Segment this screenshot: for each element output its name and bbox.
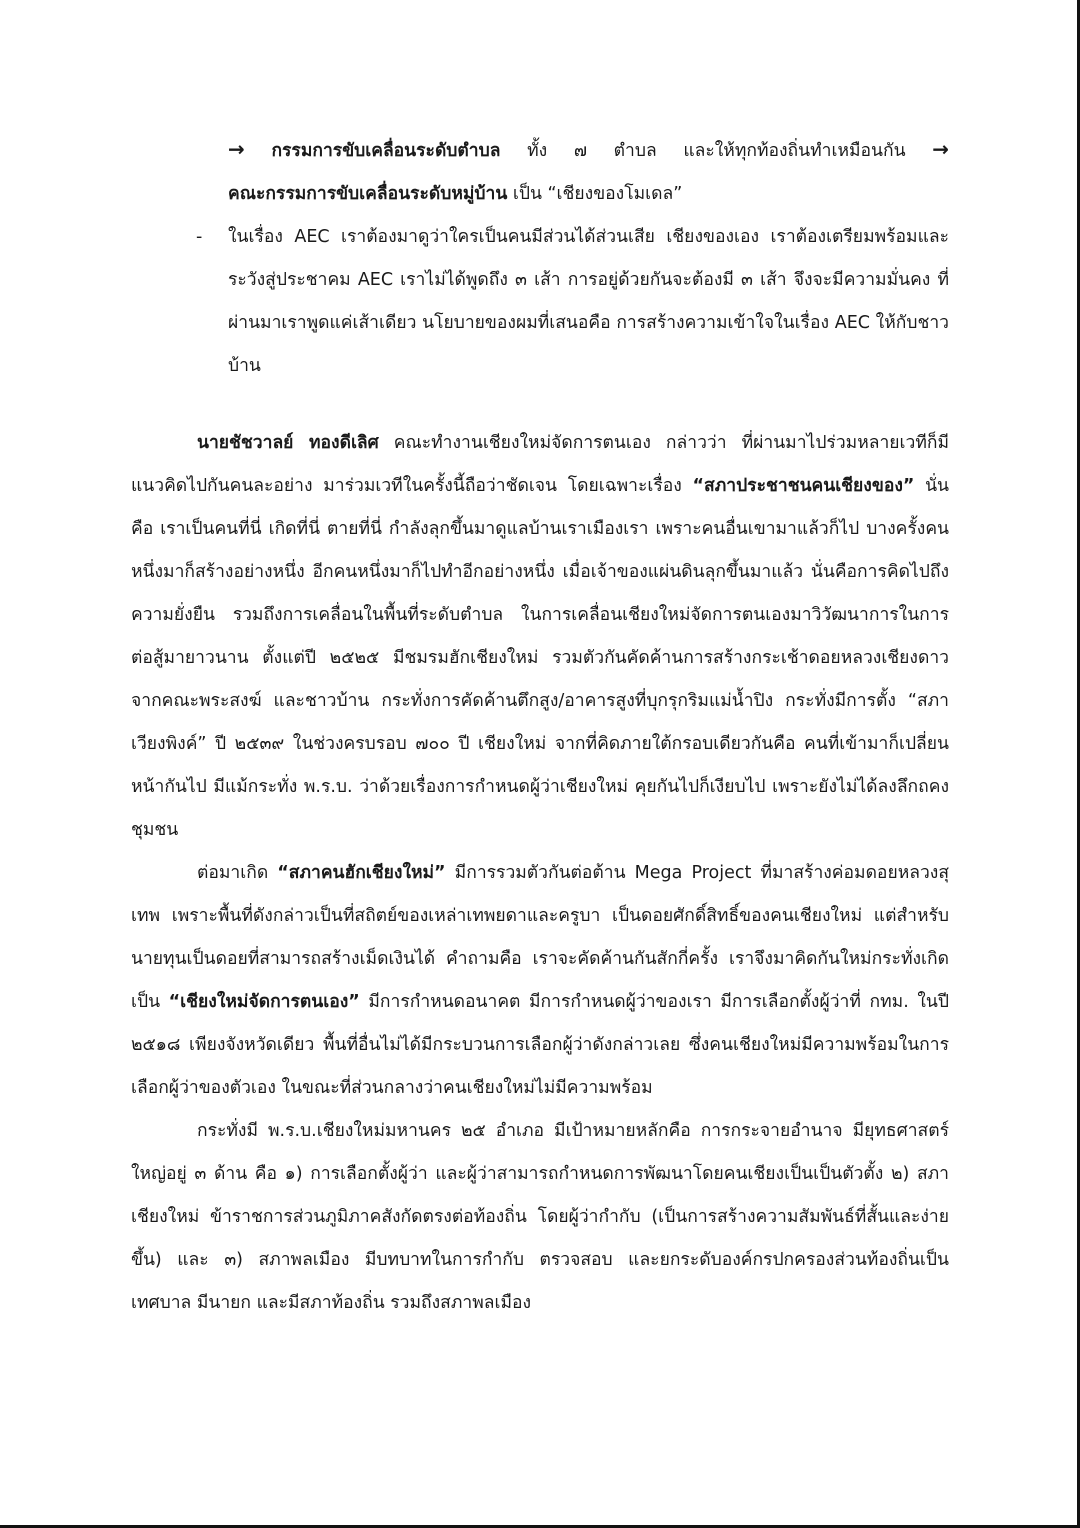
arrow-item-bold-2: คณะกรรมการขับเคลื่อนระดับหมู่บ้าน xyxy=(228,184,508,204)
paragraph-1-text-a: คณะทำงานเชียงใหม่จัดการตนเอง กล่าวว่า ที่ผ่านมาไปร่วมหลายเวทีก็มีแนวคิดไปกันคนละอย่าง มาร่วมเวทีในครั้งนี้ถือว่าชัดเจน โดยเฉพาะเรื่อง xyxy=(131,433,950,496)
paragraph-2-text-a: ต่อมาเกิด xyxy=(197,863,278,883)
dash-list-item xyxy=(196,216,949,388)
dash-bullet: - xyxy=(196,227,203,247)
paragraph-2-bold-2: “เชียงใหม่จัดการตนเอง” xyxy=(168,992,360,1012)
paragraph-2 xyxy=(131,852,949,1110)
paragraph-1-bold-quote: “สภาประชาชนคนเชียงของ” xyxy=(692,476,915,496)
paragraph-1 xyxy=(131,422,949,852)
dash-item-text: ในเรื่อง AEC เราต้องมาดูว่าใครเป็นคนมีส่วนได้ส่วนเสีย เชียงของเอง เราต้องเตรียมพร้อมและระวังสู่ประชาคม AEC เราไม่ได้พูดถึง ๓ เส้า การอยู่ด้วยกันจะต้องมี ๓ เส้า จึงจะมีความมั่นคง ที่ผ่านมาเราพูดแค่เส้าเดียว นโยบายของผมที่เสนอคือ การสร้างความเข้าใจในเรื่อง AEC ให้กับชาวบ้าน xyxy=(228,227,949,376)
paragraph-spacer xyxy=(131,388,949,422)
speaker-name: นายชัชวาลย์ ทองดีเลิศ xyxy=(197,433,379,453)
arrow-item-bold-1: กรรมการขับเคลื่อนระดับตำบล xyxy=(271,141,501,161)
bullet-list xyxy=(196,128,949,388)
right-arrow-icon: → xyxy=(228,137,245,161)
arrow-item-text-1: ทั้ง ๗ ตำบล และให้ทุกท้องถิ่นทำเหมือนกัน xyxy=(500,141,933,161)
paragraph-2-text-c: มีการกำหนดอนาคต มีการกำหนดผู้ว่าของเรา มีการเลือกตั้งผู้ว่าที่ กทม. ในปี ๒๕๑๘ เพียงจังหวัดเดียว พื้นที่อื่นไม่ได้มีกระบวนการเลือกผู้ว่าดังกล่าวเลย ซึ่งคนเชียงใหม่มีความพร้อมในการเลือกผู้ว่าของตัวเอง ในขณะที่ส่วนกลางว่าคนเชียงใหม่ไม่มีความพร้อม xyxy=(131,992,949,1098)
arrow-item-line-2 xyxy=(228,173,949,216)
paragraph-2-bold-1: “สภาคนฮักเชียงใหม่” xyxy=(277,863,446,883)
arrow-item-text-2: เป็น “เชียงของโมเดล” xyxy=(507,184,683,204)
document-body xyxy=(131,128,949,1325)
paragraph-3: กระทั่งมี พ.ร.บ.เชียงใหม่มหานคร ๒๕ อำเภอ มีเป้าหมายหลักคือ การกระจายอำนาจ มียุทธศาสตร์ใหญ่อยู่ ๓ ด้าน คือ ๑) การเลือกตั้งผู้ว่า และผู้ว่าสามารถกำหนดการพัฒนาโดยคนเชียงเป็นเป็นตัวตั้ง ๒) สภาเชียงใหม่ ข้าราชการส่วนภูมิภาคสังกัดตรงต่อท้องถิ่น โดยผู้ว่ากำกับ (เป็นการสร้างความสัมพันธ์ที่สั้นและง่ายขึ้น) และ ๓) สภาพลเมือง มีบทบาทในการกำกับ ตรวจสอบ และยกระดับองค์กรปกครองส่วนท้องถิ่นเป็นเทศบาล มีนายก และมีสภาท้องถิ่น รวมถึงสภาพลเมือง xyxy=(131,1121,949,1313)
arrow-item-line-1 xyxy=(228,128,949,173)
paragraph-2-text-b: มีการรวมตัวกันต่อต้าน Mega Project ที่มาสร้างค่อมดอยหลวงสุเทพ เพราะพื้นที่ดังกล่าวเป็นที่สถิตย์ของเหล่าเทพยดาและครูบา เป็นดอยศักดิ์สิทธิ์ของคนเชียงใหม่ แต่สำหรับนายทุนเป็นดอยที่สามารถสร้างเม็ดเงินได้ คำถามคือ เราจะคัดค้านกันสักกี่ครั้ง เราจึงมาคิดกันใหม่กระทั่งเกิดเป็น xyxy=(131,863,950,1012)
right-arrow-icon: → xyxy=(932,137,949,161)
paragraph-1-text-b: นั่นคือ เราเป็นคนที่นี่ เกิดที่นี่ ตายที่นี่ กำลังลุกขึ้นมาดูแลบ้านเราเมืองเรา เพราะคนอื่นเขามาแล้วก็ไป บางครั้งคนหนึ่งมาก็สร้างอย่างหนึ่ง อีกคนหนึ่งมาก็ไปทำอีกอย่างหนึ่ง เมื่อเจ้าของแผ่นดินลุกขึ้นมาแล้ว นั่นคือการคิดไปถึงความยั่งยืน รวมถึงการเคลื่อนในพื้นที่ระดับตำบล ในการเคลื่อนเชียงใหม่จัดการตนเองมาวิวัฒนาการในการต่อสู้มายาวนาน ตั้งแต่ปี ๒๕๒๕ มีชมรมฮักเชียงใหม่ รวมตัวกันคัดค้านการสร้างกระเช้าดอยหลวงเชียงดาว จากคณะพระสงฆ์ และชาวบ้าน กระทั่งการคัดค้านตึกสูง/อาคารสูงที่บุกรุกริมแม่น้ำปิง กระทั่งมีการตั้ง “สภาเวียงพิงค์” ปี ๒๕๓๙ ในช่วงครบรอบ ๗๐๐ ปี เชียงใหม่ จากที่คิดภายใต้กรอบเดียวกันคือ คนที่เข้ามาก็เปลี่ยนหน้ากันไป มีแม้กระทั่ง พ.ร.บ. ว่าด้วยเรื่องการกำหนดผู้ว่าเชียงใหม่ คุยกันไปก็เงียบไป เพราะยังไม่ได้ลงลึกถคงชุมชน xyxy=(131,476,949,840)
